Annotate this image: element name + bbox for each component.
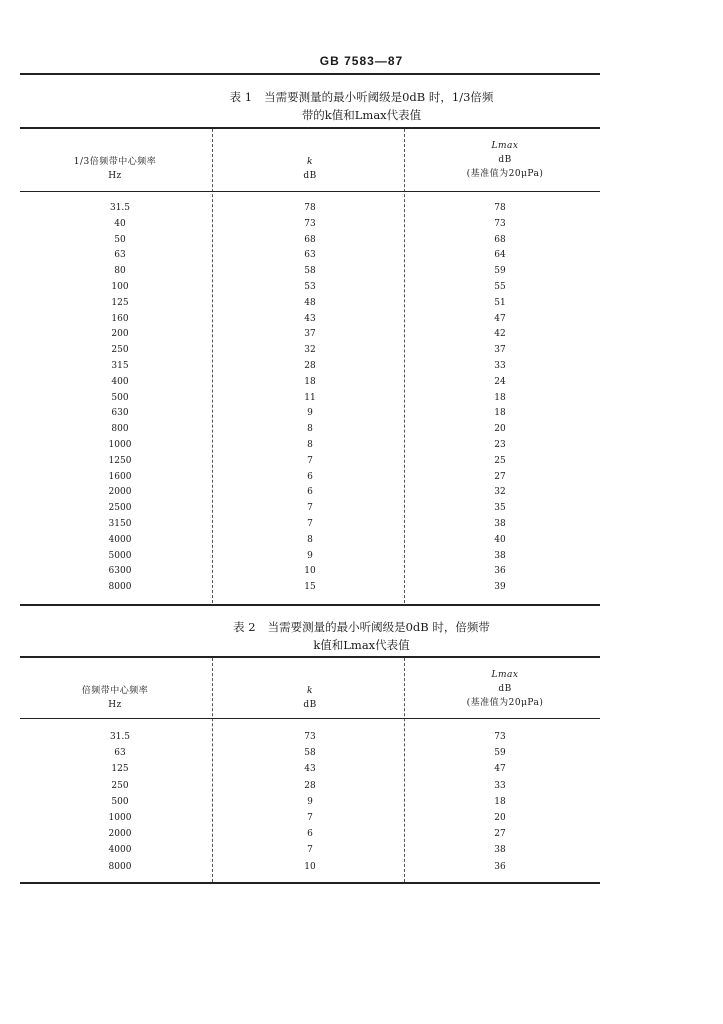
frequency-cell: 63	[114, 250, 126, 261]
frequency-cell: 250	[111, 345, 129, 356]
lmax-cell: 42	[494, 329, 506, 340]
table1-col3-title: Lmax	[491, 141, 519, 151]
k-cell: 11	[304, 392, 316, 403]
table1-bottom-rule	[20, 604, 600, 606]
k-cell: 53	[304, 282, 316, 292]
k-cell: 48	[304, 297, 316, 308]
frequency-cell: 1250	[108, 455, 132, 466]
lmax-cell: 38	[494, 845, 506, 856]
frequency-cell: 8000	[108, 582, 132, 593]
k-cell: 9	[307, 550, 313, 561]
frequency-cell: 500	[111, 796, 129, 807]
table-row	[20, 235, 600, 251]
lmax-cell: 64	[494, 250, 506, 261]
frequency-cell: 31.5	[109, 203, 131, 213]
lmax-cell: 25	[494, 455, 506, 466]
table-row	[20, 813, 600, 829]
table1-header-rule	[20, 191, 600, 192]
lmax-cell: 47	[494, 313, 506, 324]
table1-col1-header	[40, 155, 190, 183]
lmax-cell: 18	[494, 796, 506, 807]
frequency-cell: 4000	[108, 845, 132, 856]
lmax-cell: 24	[494, 376, 506, 387]
lmax-cell: 55	[494, 282, 506, 292]
lmax-cell: 37	[494, 345, 506, 356]
header-rule	[20, 73, 600, 75]
table-row	[20, 329, 600, 345]
frequency-cell: 63	[114, 748, 126, 759]
lmax-cell: 36	[494, 861, 506, 872]
frequency-cell: 50	[114, 234, 126, 245]
lmax-cell: 33	[494, 780, 506, 791]
frequency-cell: 200	[111, 329, 129, 340]
frequency-cell: 125	[111, 764, 129, 775]
frequency-cell: 500	[111, 392, 129, 403]
table-row	[20, 361, 600, 377]
table-row	[20, 203, 600, 219]
frequency-cell: 2000	[108, 829, 132, 840]
k-cell: 7	[307, 813, 313, 823]
frequency-cell: 31.5	[109, 732, 131, 742]
table-row	[20, 845, 600, 861]
k-cell: 73	[304, 732, 316, 742]
table2-col2-unit: dB	[303, 700, 317, 710]
table2-col2-header	[270, 684, 350, 712]
lmax-cell: 78	[494, 203, 506, 213]
lmax-cell: 39	[494, 582, 506, 593]
table1-col3-header	[425, 139, 585, 181]
frequency-cell: 2500	[108, 503, 132, 514]
frequency-cell: 100	[111, 282, 129, 292]
frequency-cell: 800	[111, 424, 129, 435]
table2-bottom-rule	[20, 882, 600, 884]
table-row	[20, 282, 600, 298]
table1-caption-line2: 带的k值和Lmax代表值	[301, 108, 422, 122]
k-cell: 7	[307, 845, 313, 856]
table-row	[20, 266, 600, 282]
k-cell: 10	[304, 566, 316, 577]
table1-caption	[0, 88, 723, 124]
table1-caption-num: 表 1	[229, 90, 253, 104]
k-cell: 73	[304, 218, 316, 229]
table-row	[20, 472, 600, 488]
table-row	[20, 345, 600, 361]
k-cell: 9	[307, 408, 313, 419]
table-row	[20, 551, 600, 567]
frequency-cell: 40	[114, 218, 126, 229]
k-cell: 7	[307, 455, 313, 466]
table2-caption-line1: 当需要测量的最小听阈级是0dB 时，倍频带	[267, 620, 490, 634]
k-cell: 28	[304, 361, 316, 371]
table2-col1-unit: Hz	[108, 700, 122, 710]
table1-top-rule	[20, 127, 600, 129]
frequency-cell: 1600	[108, 471, 132, 482]
table-row	[20, 487, 600, 503]
table-row	[20, 377, 600, 393]
table2-col2-title: k	[307, 686, 313, 696]
table1-col3-ref: (基准值为20μPa)	[466, 169, 544, 179]
table-row	[20, 862, 600, 878]
table2-caption-line2: k值和Lmax代表值	[313, 638, 410, 652]
lmax-cell: 32	[494, 487, 506, 498]
table-row	[20, 393, 600, 409]
table-row	[20, 424, 600, 440]
lmax-cell: 47	[494, 764, 506, 775]
table-row	[20, 408, 600, 424]
lmax-cell: 59	[494, 748, 506, 759]
k-cell: 8	[307, 424, 313, 435]
lmax-cell: 23	[494, 440, 506, 450]
lmax-cell: 51	[494, 297, 506, 308]
table1-caption-line1: 当需要测量的最小听阈级是0dB 时，1/3倍频	[264, 90, 494, 104]
frequency-cell: 250	[111, 780, 129, 791]
lmax-cell: 20	[494, 424, 506, 435]
lmax-cell: 38	[494, 519, 506, 529]
k-cell: 9	[307, 796, 313, 807]
table-row	[20, 566, 600, 582]
k-cell: 6	[307, 829, 313, 840]
k-cell: 8	[307, 534, 313, 545]
lmax-cell: 36	[494, 566, 506, 577]
k-cell: 7	[307, 503, 313, 514]
k-cell: 43	[304, 764, 316, 775]
lmax-cell: 18	[494, 408, 506, 419]
k-cell: 32	[304, 345, 316, 356]
k-cell: 18	[304, 376, 316, 387]
table-row	[20, 582, 600, 598]
frequency-cell: 4000	[108, 534, 132, 545]
frequency-cell: 315	[111, 361, 129, 371]
page-header: GB 7583—87	[319, 54, 404, 68]
table2-top-rule	[20, 656, 600, 658]
table2-col1-title: 倍频带中心频率	[81, 686, 149, 696]
frequency-cell: 1000	[108, 813, 132, 823]
lmax-cell: 20	[494, 813, 506, 823]
table1-col1-unit: Hz	[108, 171, 122, 181]
table1-col1-title: 1/3倍频带中心频率	[73, 157, 157, 167]
k-cell: 58	[304, 748, 316, 759]
table1-col2-header	[270, 155, 350, 183]
k-cell: 78	[304, 203, 316, 213]
table-row	[20, 440, 600, 456]
k-cell: 37	[304, 329, 316, 340]
lmax-cell: 68	[494, 234, 506, 245]
k-cell: 68	[304, 234, 316, 245]
frequency-cell: 3150	[108, 519, 132, 529]
k-cell: 43	[304, 313, 316, 324]
k-cell: 6	[307, 471, 313, 482]
table-row	[20, 829, 600, 845]
lmax-cell: 40	[494, 534, 506, 545]
lmax-cell: 18	[494, 392, 506, 403]
k-cell: 15	[304, 582, 316, 593]
k-cell: 6	[307, 487, 313, 498]
lmax-cell: 38	[494, 550, 506, 561]
k-cell: 63	[304, 250, 316, 261]
table2-caption	[0, 618, 723, 654]
table1-col2-unit: dB	[303, 171, 317, 181]
k-cell: 28	[304, 780, 316, 791]
lmax-cell: 73	[494, 218, 506, 229]
table-row	[20, 781, 600, 797]
frequency-cell: 5000	[108, 550, 132, 561]
table-row	[20, 250, 600, 266]
lmax-cell: 73	[494, 732, 506, 742]
frequency-cell: 80	[114, 266, 126, 277]
table-row	[20, 314, 600, 330]
table2-col3-unit: dB	[498, 684, 512, 694]
frequency-cell: 6300	[108, 566, 132, 577]
frequency-cell: 630	[111, 408, 129, 419]
frequency-cell: 8000	[108, 861, 132, 872]
lmax-cell: 59	[494, 266, 506, 277]
table-row	[20, 797, 600, 813]
table1-col3-unit: dB	[498, 155, 512, 165]
table-row	[20, 219, 600, 235]
frequency-cell: 2000	[108, 487, 132, 498]
table-row	[20, 503, 600, 519]
table2-col3-header	[425, 668, 585, 710]
table-row	[20, 456, 600, 472]
lmax-cell: 27	[494, 829, 506, 840]
table-row	[20, 519, 600, 535]
frequency-cell: 160	[111, 313, 129, 324]
lmax-cell: 33	[494, 361, 506, 371]
table2-header-rule	[20, 718, 600, 719]
lmax-cell: 27	[494, 471, 506, 482]
table2-caption-num: 表 2	[233, 620, 256, 634]
frequency-cell: 125	[111, 297, 129, 308]
k-cell: 8	[307, 440, 313, 450]
table2-col3-ref: (基准值为20μPa)	[466, 698, 544, 708]
table2-col1-header	[40, 684, 190, 712]
frequency-cell: 1000	[108, 440, 132, 450]
table-row	[20, 748, 600, 764]
k-cell: 10	[304, 861, 316, 872]
k-cell: 7	[307, 519, 313, 529]
k-cell: 58	[304, 266, 316, 277]
lmax-cell: 35	[494, 503, 506, 514]
table1	[20, 127, 600, 605]
table-row	[20, 732, 600, 748]
frequency-cell: 400	[111, 376, 129, 387]
table-row	[20, 298, 600, 314]
table-row	[20, 535, 600, 551]
table1-col2-title: k	[307, 157, 313, 167]
table-row	[20, 764, 600, 780]
table2	[20, 656, 600, 884]
table2-col3-title: Lmax	[491, 670, 519, 680]
